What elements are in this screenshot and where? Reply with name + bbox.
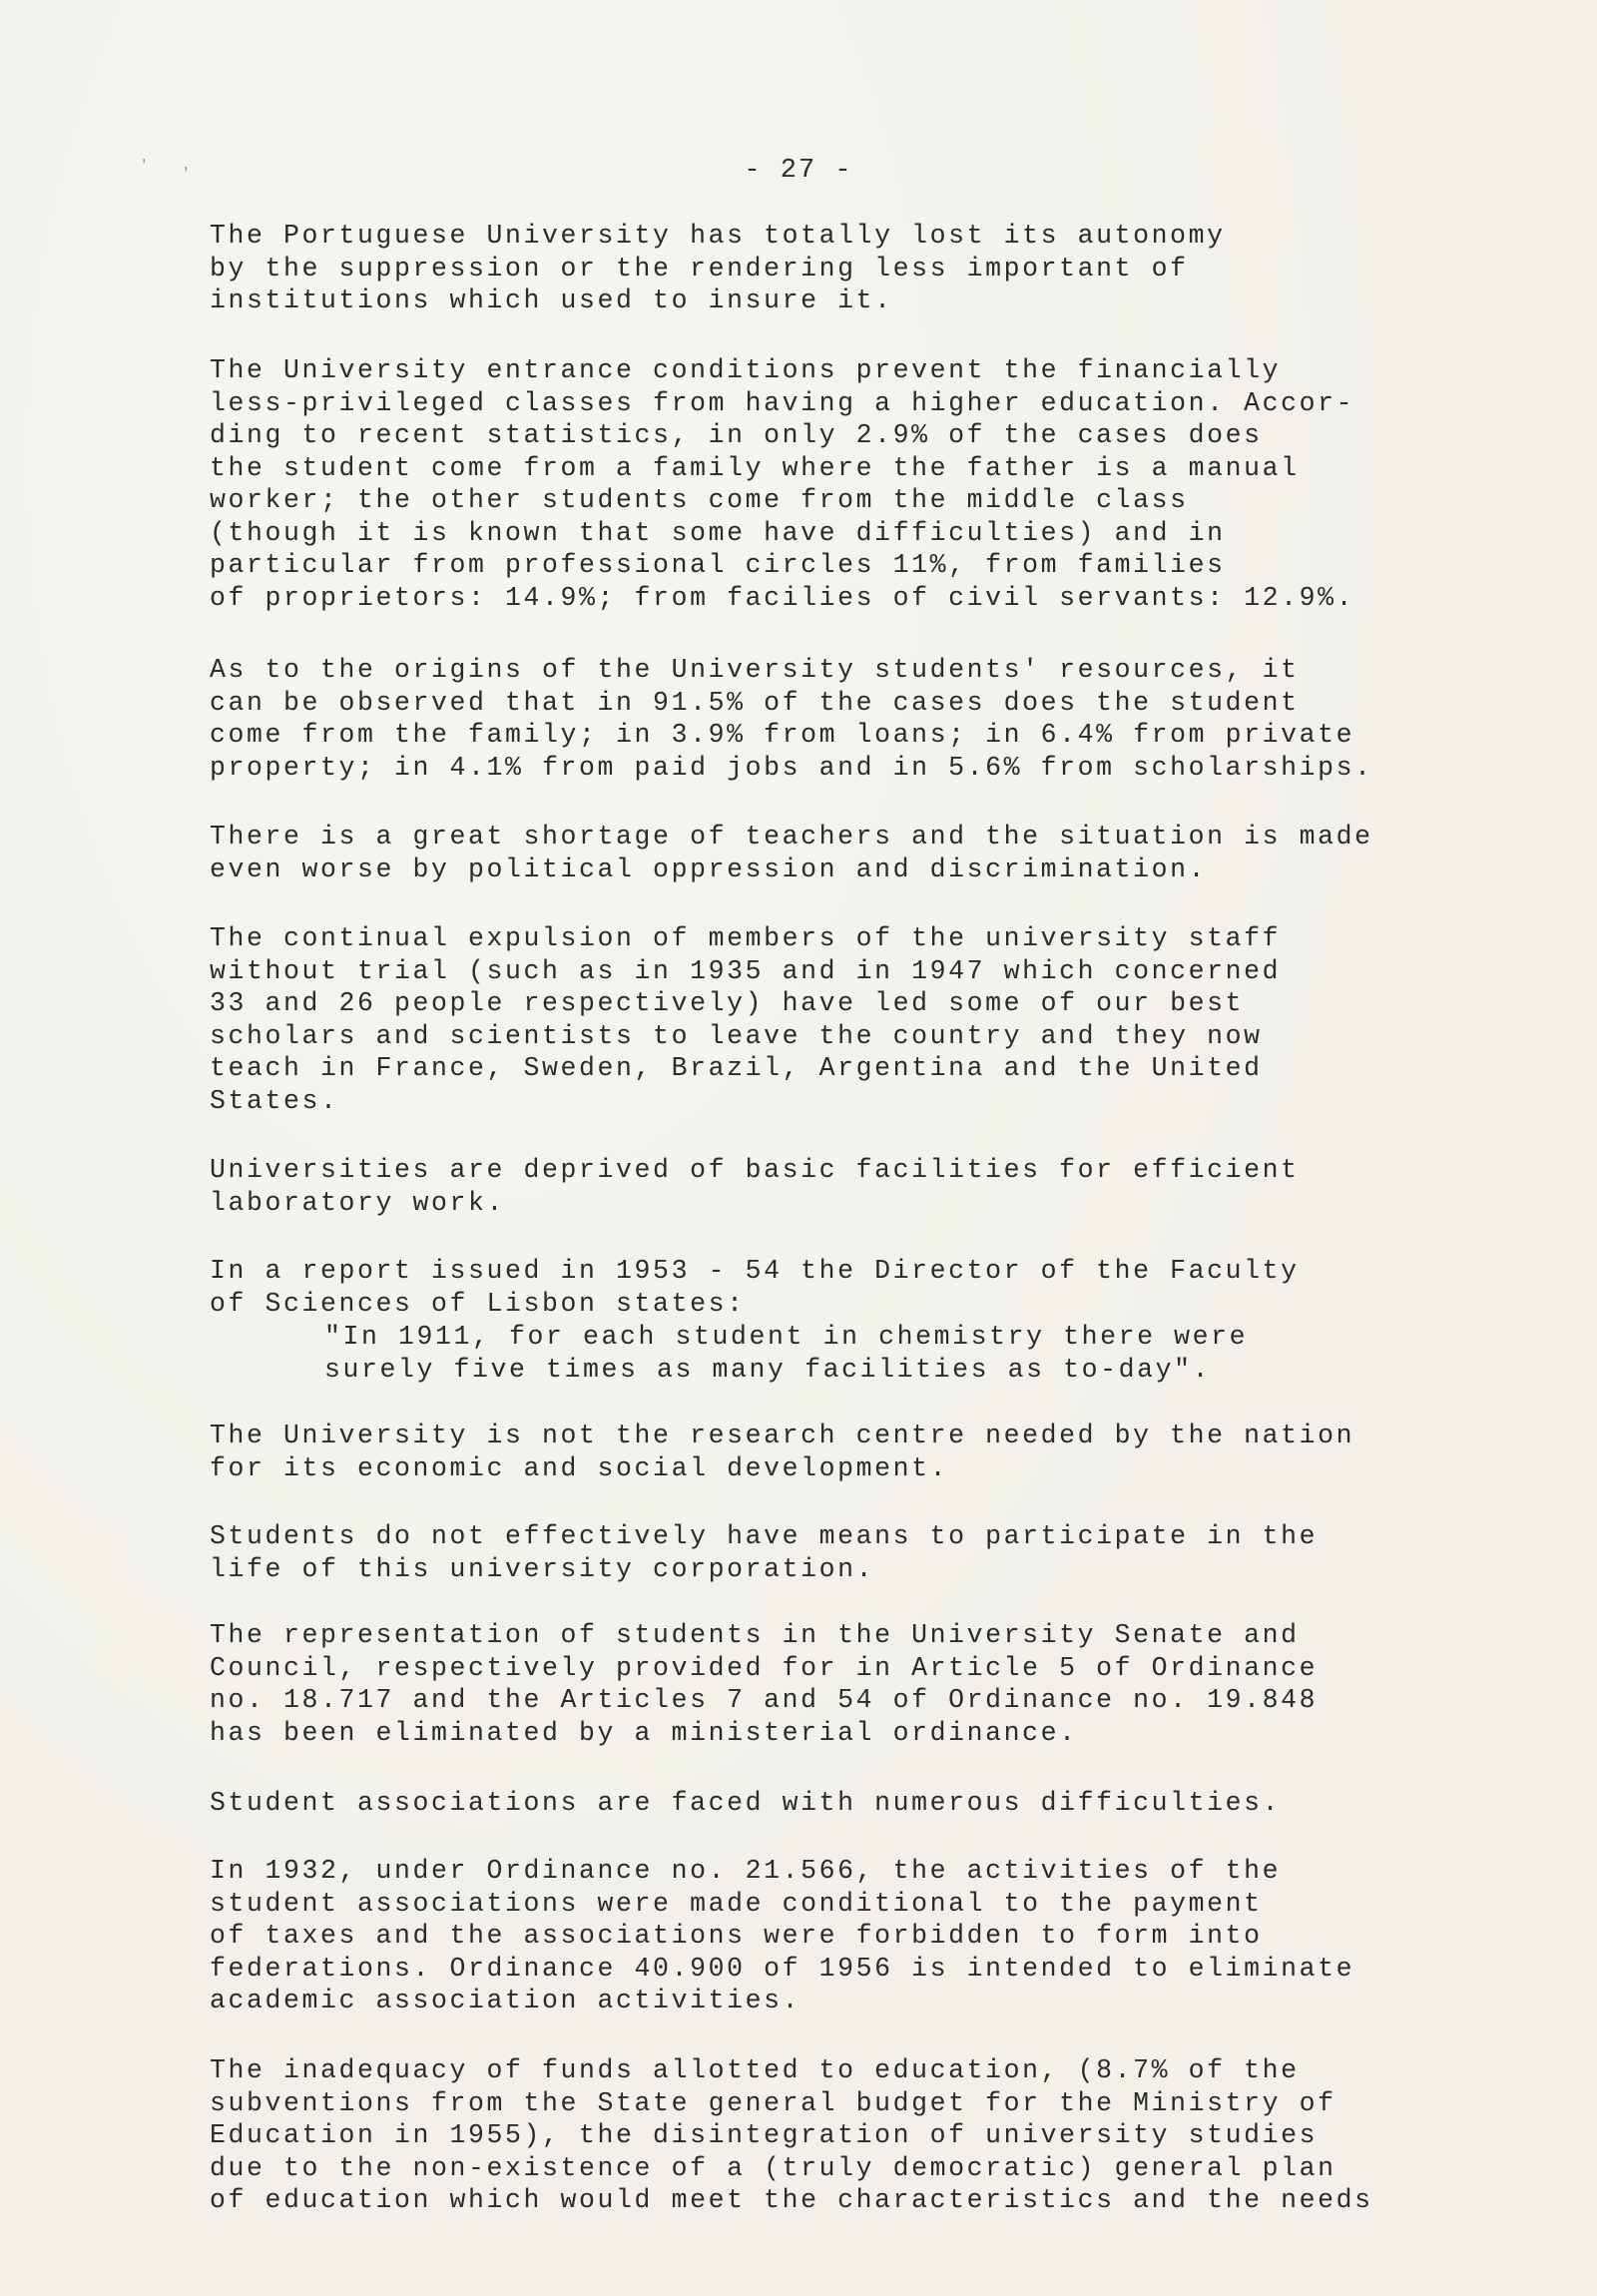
text-line: The continual expulsion of members of the university staff xyxy=(210,923,1282,953)
text-line: academic association activities. xyxy=(210,1986,801,2015)
paragraph-facilities xyxy=(210,1154,1387,1219)
text-line: The Portuguese University has totally lost its autonomy xyxy=(210,221,1226,251)
text-line: of taxes and the associations were forbidden to form into xyxy=(210,1921,1263,1951)
text-line: for its economic and social development. xyxy=(210,1452,949,1483)
text-line: teach in France, Sweden, Brazil, Argentina and the United xyxy=(210,1053,1263,1083)
paragraph-ordinance-1932 xyxy=(210,1855,1387,2017)
text-line: of education which would meet the characteristics and the needs xyxy=(210,2185,1373,2215)
paragraph-entrance-conditions xyxy=(210,354,1387,614)
text-line: Education in 1955), the disintegration of university studies xyxy=(210,2120,1319,2150)
text-line: laboratory work. xyxy=(210,1187,506,1218)
text-line: particular from professional circles 11%, from families xyxy=(210,550,1226,580)
text-line: In 1932, under Ordinance no. 21.566, the activities of the xyxy=(210,1856,1282,1886)
paragraph-teacher-shortage xyxy=(210,821,1387,885)
text-line: 33 and 26 people respectively) have led some of our best xyxy=(210,988,1245,1018)
text-line: no. 18.717 and the Articles 7 and 54 of Ordinance no. 19.848 xyxy=(210,1685,1319,1715)
paragraph-funds xyxy=(210,2054,1387,2217)
paragraph-autonomy xyxy=(210,220,1387,317)
text-line: less-privileged classes from having a higher education. Accor- xyxy=(210,387,1355,418)
block-quote xyxy=(210,1321,1502,1386)
text-line: As to the origins of the University students' resources, it xyxy=(210,655,1300,685)
text-line: ding to recent statistics, in only 2.9% of the cases does xyxy=(210,420,1263,450)
paragraph-research-centre xyxy=(210,1420,1387,1484)
text-line: The University entrance conditions prevent the financially xyxy=(210,355,1282,385)
text-line: worker; the other students come from the middle class xyxy=(210,485,1189,515)
text-line: can be observed that in 91.5% of the cases does the student xyxy=(210,687,1300,718)
text-line: Universities are deprived of basic facilities for efficient xyxy=(210,1155,1300,1185)
text-line: "In 1911, for each student in chemistry there were xyxy=(324,1322,1249,1352)
margin-mark: ' xyxy=(140,158,149,174)
paragraph-representation xyxy=(210,1619,1387,1749)
text-line: has been eliminated by a ministerial ordinance. xyxy=(210,1717,1078,1748)
text-line: the student come from a family where the father is a manual xyxy=(210,452,1300,483)
margin-mark: ' xyxy=(182,166,191,182)
paragraph-report xyxy=(210,1255,1387,1320)
text-line: scholars and scientists to leave the country and they now xyxy=(210,1020,1263,1051)
page-number: - 27 - xyxy=(744,156,853,186)
text-line: of Sciences of Lisbon states: xyxy=(210,1288,746,1319)
paragraph-participation xyxy=(210,1520,1387,1585)
text-line: States. xyxy=(210,1085,339,1116)
text-line: Students do not effectively have means to participate in the xyxy=(210,1521,1319,1551)
text-line: property; in 4.1% from paid jobs and in 5.6% from scholarships. xyxy=(210,752,1373,783)
text-line: by the suppression or the rendering less important of xyxy=(210,253,1189,284)
text-line: The inadequacy of funds allotted to education, (8.7% of the xyxy=(210,2055,1300,2085)
text-line: Council, respectively provided for in Article 5 of Ordinance xyxy=(210,1652,1319,1683)
text-line: of proprietors: 14.9%; from facilies of civil servants: 12.9%. xyxy=(210,582,1355,613)
text-line: student associations were made conditional to the payment xyxy=(210,1888,1263,1919)
paragraph-associations xyxy=(210,1787,1387,1820)
text-line: due to the non-existence of a (truly democratic) general plan xyxy=(210,2152,1336,2183)
paragraph-resources xyxy=(210,654,1387,784)
text-line: In a report issued in 1953 - 54 the Director of the Faculty xyxy=(210,1256,1300,1286)
text-line: There is a great shortage of teachers and the situation is made xyxy=(210,822,1373,852)
text-line: Student associations are faced with numerous difficulties. xyxy=(210,1788,1282,1818)
text-line: institutions which used to insure it. xyxy=(210,286,893,315)
text-line: (though it is known that some have difficulties) and in xyxy=(210,517,1226,548)
text-line: even worse by political oppression and discrimination. xyxy=(210,854,1208,884)
text-line: The representation of students in the University Senate and xyxy=(210,1620,1300,1650)
text-line: life of this university corporation. xyxy=(210,1553,875,1584)
text-line: federations. Ordinance 40.900 of 1956 is intended to eliminate xyxy=(210,1953,1355,1984)
text-line: come from the family; in 3.9% from loans; in 6.4% from private xyxy=(210,720,1355,750)
text-line: without trial (such as in 1935 and in 1947 which concerned xyxy=(210,955,1282,986)
text-line: The University is not the research centre needed by the nation xyxy=(210,1421,1355,1450)
text-line: subventions from the State general budget for the Ministry of xyxy=(210,2087,1336,2118)
paragraph-expulsion xyxy=(210,922,1387,1117)
text-line: surely five times as many facilities as to-day". xyxy=(324,1354,1212,1385)
